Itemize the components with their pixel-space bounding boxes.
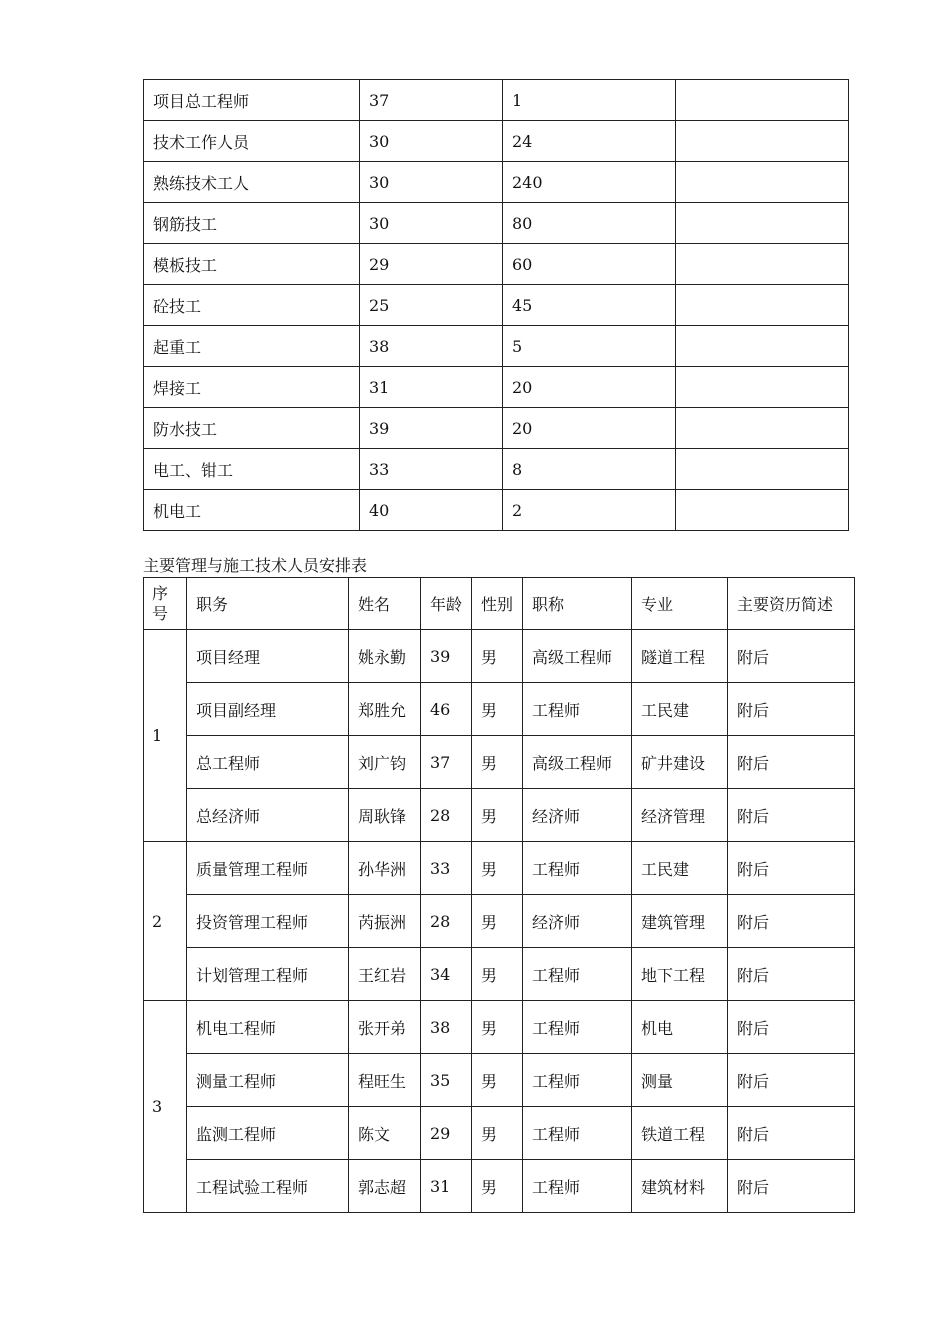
personnel-position: 质量管理工程师 — [187, 842, 349, 895]
personnel-position: 监测工程师 — [187, 1107, 349, 1160]
personnel-row — [144, 1160, 855, 1213]
personnel-title: 工程师 — [523, 1054, 632, 1107]
staffing-row — [144, 80, 849, 121]
personnel-age: 34 — [421, 948, 472, 1001]
staffing-age: 30 — [360, 203, 503, 244]
staffing-role: 防水技工 — [144, 408, 360, 449]
personnel-gender: 男 — [472, 630, 523, 683]
header-age: 年龄 — [421, 578, 472, 630]
staffing-count: 45 — [503, 285, 676, 326]
staffing-note — [676, 80, 849, 121]
staffing-count: 80 — [503, 203, 676, 244]
personnel-gender: 男 — [472, 1054, 523, 1107]
staffing-count: 24 — [503, 121, 676, 162]
personnel-age: 38 — [421, 1001, 472, 1054]
personnel-resume: 附后 — [728, 683, 855, 736]
staffing-age: 25 — [360, 285, 503, 326]
staffing-count: 240 — [503, 162, 676, 203]
personnel-row — [144, 842, 855, 895]
personnel-gender: 男 — [472, 1001, 523, 1054]
personnel-age: 46 — [421, 683, 472, 736]
staffing-role: 技术工作人员 — [144, 121, 360, 162]
staffing-age: 33 — [360, 449, 503, 490]
personnel-title: 工程师 — [523, 1107, 632, 1160]
personnel-name: 程旺生 — [349, 1054, 421, 1107]
personnel-resume: 附后 — [728, 789, 855, 842]
staffing-role: 砼技工 — [144, 285, 360, 326]
staffing-role: 机电工 — [144, 490, 360, 531]
personnel-gender: 男 — [472, 842, 523, 895]
personnel-resume: 附后 — [728, 1001, 855, 1054]
personnel-gender: 男 — [472, 1107, 523, 1160]
staffing-table — [143, 79, 849, 531]
personnel-specialty: 经济管理 — [632, 789, 728, 842]
staffing-count: 20 — [503, 367, 676, 408]
header-seq-line2: 号 — [152, 603, 169, 623]
staffing-age: 31 — [360, 367, 503, 408]
staffing-note — [676, 490, 849, 531]
staffing-count: 1 — [503, 80, 676, 121]
personnel-name: 郭志超 — [349, 1160, 421, 1213]
staffing-row — [144, 244, 849, 285]
staffing-note — [676, 408, 849, 449]
staffing-age: 29 — [360, 244, 503, 285]
personnel-resume: 附后 — [728, 1107, 855, 1160]
staffing-row — [144, 408, 849, 449]
personnel-name: 姚永勤 — [349, 630, 421, 683]
staffing-row — [144, 285, 849, 326]
header-resume: 主要资历简述 — [728, 578, 855, 630]
personnel-table — [143, 577, 855, 1213]
personnel-title: 高级工程师 — [523, 736, 632, 789]
personnel-specialty: 工民建 — [632, 683, 728, 736]
staffing-note — [676, 285, 849, 326]
header-position: 职务 — [187, 578, 349, 630]
personnel-row — [144, 736, 855, 789]
personnel-specialty: 建筑材料 — [632, 1160, 728, 1213]
header-title: 职称 — [523, 578, 632, 630]
staffing-row — [144, 490, 849, 531]
staffing-age: 30 — [360, 162, 503, 203]
personnel-resume: 附后 — [728, 1160, 855, 1213]
personnel-title: 高级工程师 — [523, 630, 632, 683]
personnel-gender: 男 — [472, 789, 523, 842]
header-gender: 性别 — [472, 578, 523, 630]
staffing-note — [676, 326, 849, 367]
personnel-specialty: 测量 — [632, 1054, 728, 1107]
personnel-specialty: 铁道工程 — [632, 1107, 728, 1160]
personnel-title: 工程师 — [523, 842, 632, 895]
staffing-count: 5 — [503, 326, 676, 367]
personnel-header-row — [144, 578, 855, 630]
personnel-title: 经济师 — [523, 789, 632, 842]
personnel-row — [144, 683, 855, 736]
personnel-specialty: 矿井建设 — [632, 736, 728, 789]
personnel-gender: 男 — [472, 895, 523, 948]
header-specialty: 专业 — [632, 578, 728, 630]
staffing-role: 熟练技术工人 — [144, 162, 360, 203]
personnel-gender: 男 — [472, 736, 523, 789]
personnel-row — [144, 948, 855, 1001]
personnel-title: 经济师 — [523, 895, 632, 948]
staffing-role: 模板技工 — [144, 244, 360, 285]
personnel-gender: 男 — [472, 1160, 523, 1213]
personnel-position: 计划管理工程师 — [187, 948, 349, 1001]
personnel-specialty: 隧道工程 — [632, 630, 728, 683]
staffing-age: 37 — [360, 80, 503, 121]
personnel-name: 孙华洲 — [349, 842, 421, 895]
personnel-position: 测量工程师 — [187, 1054, 349, 1107]
staffing-age: 40 — [360, 490, 503, 531]
personnel-age: 37 — [421, 736, 472, 789]
personnel-specialty: 机电 — [632, 1001, 728, 1054]
personnel-gender: 男 — [472, 948, 523, 1001]
personnel-name: 周耿锋 — [349, 789, 421, 842]
personnel-name: 芮振洲 — [349, 895, 421, 948]
staffing-row — [144, 449, 849, 490]
personnel-name: 刘广钧 — [349, 736, 421, 789]
staffing-count: 60 — [503, 244, 676, 285]
staffing-role: 电工、钳工 — [144, 449, 360, 490]
staffing-role: 起重工 — [144, 326, 360, 367]
staffing-age: 39 — [360, 408, 503, 449]
staffing-note — [676, 162, 849, 203]
staffing-role: 焊接工 — [144, 367, 360, 408]
personnel-name: 郑胜允 — [349, 683, 421, 736]
personnel-resume: 附后 — [728, 895, 855, 948]
personnel-specialty: 建筑管理 — [632, 895, 728, 948]
staffing-row — [144, 203, 849, 244]
staffing-table-body — [144, 80, 849, 531]
staffing-count: 20 — [503, 408, 676, 449]
staffing-note — [676, 449, 849, 490]
staffing-note — [676, 367, 849, 408]
personnel-row — [144, 895, 855, 948]
personnel-specialty: 工民建 — [632, 842, 728, 895]
personnel-resume: 附后 — [728, 842, 855, 895]
personnel-row — [144, 1001, 855, 1054]
personnel-resume: 附后 — [728, 736, 855, 789]
personnel-gender: 男 — [472, 683, 523, 736]
personnel-age: 33 — [421, 842, 472, 895]
staffing-count: 2 — [503, 490, 676, 531]
personnel-age: 28 — [421, 789, 472, 842]
staffing-role: 项目总工程师 — [144, 80, 360, 121]
personnel-position: 机电工程师 — [187, 1001, 349, 1054]
personnel-age: 39 — [421, 630, 472, 683]
personnel-age: 28 — [421, 895, 472, 948]
personnel-row — [144, 1107, 855, 1160]
personnel-resume: 附后 — [728, 630, 855, 683]
personnel-table-caption: 主要管理与施工技术人员安排表 — [143, 556, 368, 575]
header-seq-line1: 序 — [152, 583, 169, 603]
staffing-count: 8 — [503, 449, 676, 490]
header-name: 姓名 — [349, 578, 421, 630]
personnel-resume: 附后 — [728, 1054, 855, 1107]
personnel-age: 35 — [421, 1054, 472, 1107]
personnel-resume: 附后 — [728, 948, 855, 1001]
group-seq: 2 — [144, 842, 187, 1001]
staffing-age: 38 — [360, 326, 503, 367]
personnel-row — [144, 789, 855, 842]
personnel-position: 项目经理 — [187, 630, 349, 683]
personnel-title: 工程师 — [523, 683, 632, 736]
personnel-title: 工程师 — [523, 948, 632, 1001]
staffing-age: 30 — [360, 121, 503, 162]
staffing-role: 钢筋技工 — [144, 203, 360, 244]
personnel-position: 投资管理工程师 — [187, 895, 349, 948]
staffing-note — [676, 121, 849, 162]
personnel-row — [144, 630, 855, 683]
personnel-position: 工程试验工程师 — [187, 1160, 349, 1213]
personnel-title: 工程师 — [523, 1001, 632, 1054]
personnel-name: 王红岩 — [349, 948, 421, 1001]
staffing-note — [676, 203, 849, 244]
personnel-age: 29 — [421, 1107, 472, 1160]
personnel-age: 31 — [421, 1160, 472, 1213]
staffing-row — [144, 121, 849, 162]
staffing-row — [144, 326, 849, 367]
personnel-position: 总经济师 — [187, 789, 349, 842]
group-seq: 3 — [144, 1001, 187, 1213]
personnel-title: 工程师 — [523, 1160, 632, 1213]
group-seq: 1 — [144, 630, 187, 842]
personnel-specialty: 地下工程 — [632, 948, 728, 1001]
personnel-name: 陈文 — [349, 1107, 421, 1160]
personnel-table-body — [144, 578, 855, 1213]
staffing-row — [144, 162, 849, 203]
staffing-note — [676, 244, 849, 285]
staffing-row — [144, 367, 849, 408]
header-seq — [144, 578, 187, 630]
personnel-position: 总工程师 — [187, 736, 349, 789]
personnel-row — [144, 1054, 855, 1107]
personnel-name: 张开弟 — [349, 1001, 421, 1054]
personnel-position: 项目副经理 — [187, 683, 349, 736]
